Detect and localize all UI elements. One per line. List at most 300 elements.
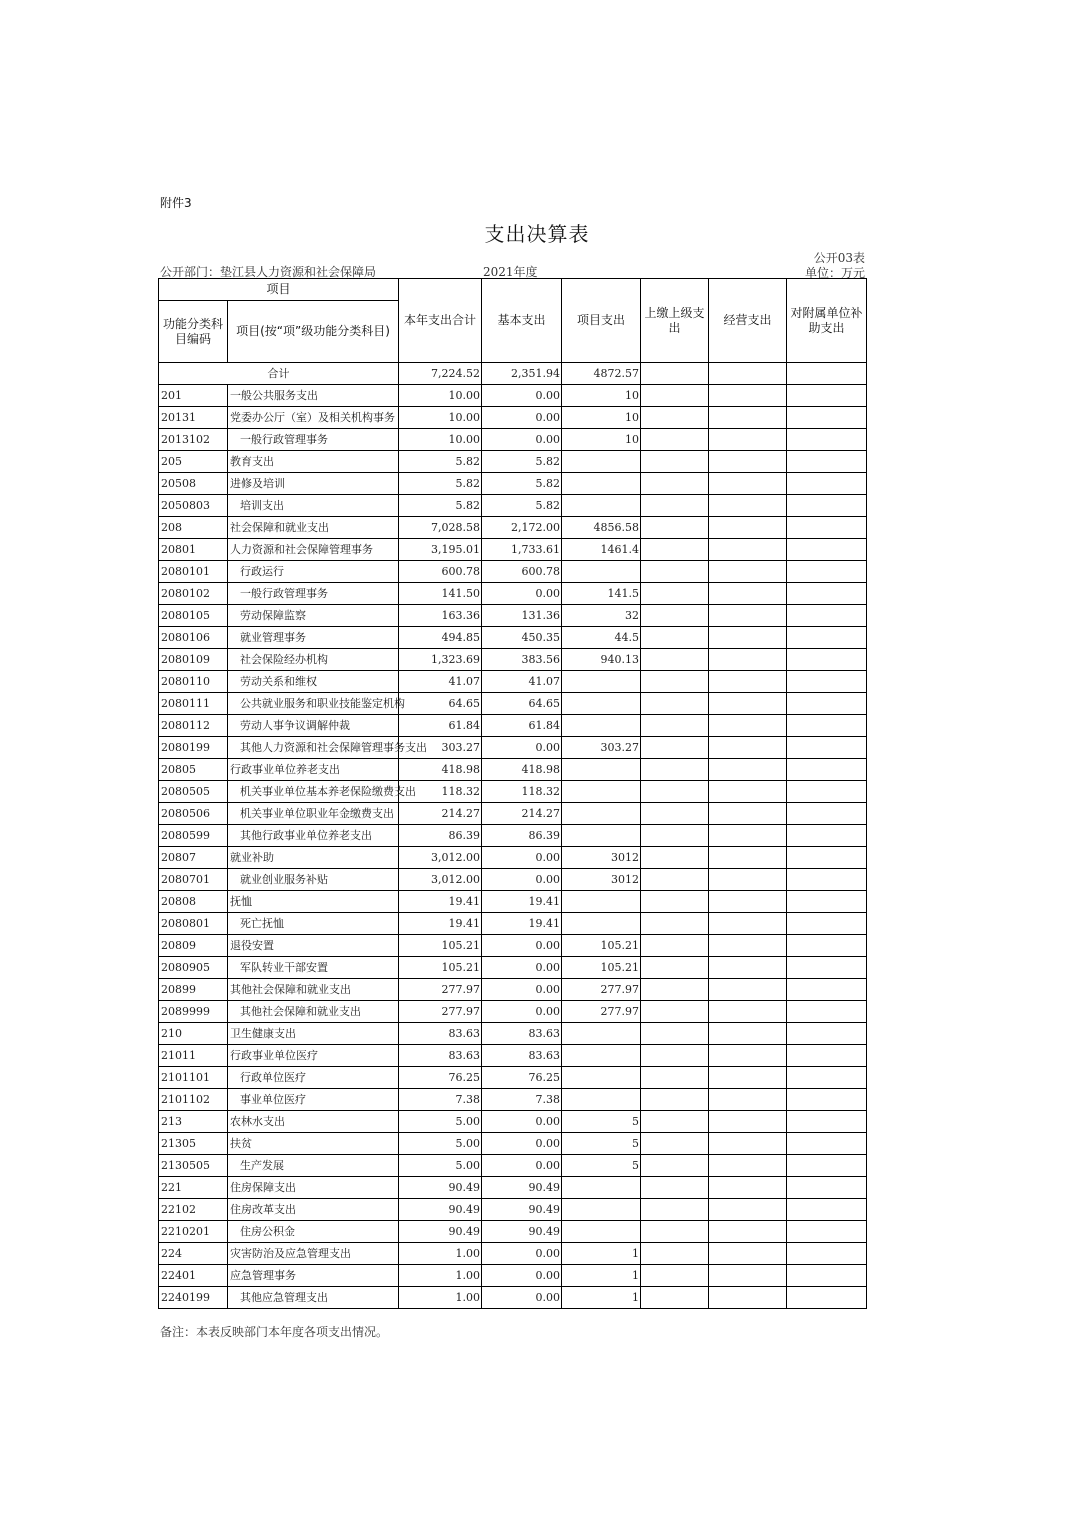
row-name: 其他社会保障和就业支出	[228, 1001, 399, 1023]
row-code: 20807	[159, 847, 228, 869]
table-row	[159, 539, 867, 561]
table-row	[159, 1045, 867, 1067]
table-row	[159, 583, 867, 605]
row-total: 418.98	[399, 759, 482, 781]
row-subsidy	[787, 539, 867, 561]
table-note: 备注：本表反映部门本年度各项支出情况。	[160, 1325, 389, 1339]
row-project	[562, 495, 641, 517]
row-upper	[641, 1001, 709, 1023]
row-name: 机关事业单位职业年金缴费支出	[228, 803, 399, 825]
row-name: 住房保障支出	[228, 1177, 399, 1199]
row-upper	[641, 1243, 709, 1265]
total-label: 合计	[159, 363, 399, 385]
total-project: 4872.57	[562, 363, 641, 385]
table-row	[159, 913, 867, 935]
table-row	[159, 1287, 867, 1309]
row-subsidy	[787, 1133, 867, 1155]
row-project: 1	[562, 1243, 641, 1265]
table-row	[159, 869, 867, 891]
row-code: 2130505	[159, 1155, 228, 1177]
row-total: 1.00	[399, 1243, 482, 1265]
row-basic: 131.36	[482, 605, 562, 627]
row-subsidy	[787, 1023, 867, 1045]
row-total: 7,028.58	[399, 517, 482, 539]
row-project	[562, 781, 641, 803]
row-business	[709, 825, 787, 847]
row-subsidy	[787, 693, 867, 715]
row-business	[709, 935, 787, 957]
row-business	[709, 715, 787, 737]
row-basic: 418.98	[482, 759, 562, 781]
row-upper	[641, 825, 709, 847]
row-upper	[641, 1133, 709, 1155]
row-total: 141.50	[399, 583, 482, 605]
row-subsidy	[787, 891, 867, 913]
row-upper	[641, 1265, 709, 1287]
row-basic: 0.00	[482, 1287, 562, 1309]
row-project: 1	[562, 1287, 641, 1309]
row-subsidy	[787, 495, 867, 517]
row-project: 141.5	[562, 583, 641, 605]
row-business	[709, 891, 787, 913]
row-basic: 118.32	[482, 781, 562, 803]
row-subsidy	[787, 627, 867, 649]
row-total: 10.00	[399, 407, 482, 429]
row-code: 2080905	[159, 957, 228, 979]
row-subsidy	[787, 1221, 867, 1243]
row-subsidy	[787, 1045, 867, 1067]
row-subsidy	[787, 429, 867, 451]
row-subsidy	[787, 935, 867, 957]
row-name: 行政事业单位医疗	[228, 1045, 399, 1067]
row-project: 44.5	[562, 627, 641, 649]
row-project	[562, 1023, 641, 1045]
row-basic: 0.00	[482, 407, 562, 429]
row-upper	[641, 1287, 709, 1309]
row-total: 90.49	[399, 1177, 482, 1199]
row-upper	[641, 891, 709, 913]
row-upper	[641, 1155, 709, 1177]
row-business	[709, 1243, 787, 1265]
row-code: 21305	[159, 1133, 228, 1155]
attachment-label: 附件3	[160, 196, 192, 210]
row-business	[709, 759, 787, 781]
row-upper	[641, 1067, 709, 1089]
table-row	[159, 495, 867, 517]
row-upper	[641, 407, 709, 429]
row-name: 应急管理事务	[228, 1265, 399, 1287]
row-business	[709, 979, 787, 1001]
row-total: 19.41	[399, 913, 482, 935]
row-basic: 600.78	[482, 561, 562, 583]
row-total: 5.82	[399, 495, 482, 517]
row-upper	[641, 1111, 709, 1133]
row-project: 32	[562, 605, 641, 627]
header-item: 项目	[159, 279, 399, 301]
row-code: 213	[159, 1111, 228, 1133]
row-project: 277.97	[562, 1001, 641, 1023]
row-project: 5	[562, 1111, 641, 1133]
row-project	[562, 693, 641, 715]
row-upper	[641, 913, 709, 935]
row-basic: 41.07	[482, 671, 562, 693]
table-row	[159, 979, 867, 1001]
row-basic: 0.00	[482, 957, 562, 979]
row-name: 其他人力资源和社会保障管理事务支出	[228, 737, 399, 759]
row-project	[562, 671, 641, 693]
table-row	[159, 1265, 867, 1287]
table-row	[159, 957, 867, 979]
row-name: 退役安置	[228, 935, 399, 957]
header-project: 项目支出	[562, 279, 641, 363]
row-code: 224	[159, 1243, 228, 1265]
row-code: 2080701	[159, 869, 228, 891]
row-code: 2101102	[159, 1089, 228, 1111]
row-upper	[641, 957, 709, 979]
row-subsidy	[787, 803, 867, 825]
table-row	[159, 825, 867, 847]
row-business	[709, 1265, 787, 1287]
row-project: 10	[562, 429, 641, 451]
row-business	[709, 913, 787, 935]
row-business	[709, 781, 787, 803]
row-project: 1461.4	[562, 539, 641, 561]
row-basic: 90.49	[482, 1177, 562, 1199]
row-basic: 0.00	[482, 737, 562, 759]
row-name: 就业创业服务补贴	[228, 869, 399, 891]
expenditure-table	[158, 278, 867, 1309]
row-project: 10	[562, 385, 641, 407]
row-upper	[641, 715, 709, 737]
row-code: 201	[159, 385, 228, 407]
table-row	[159, 649, 867, 671]
row-basic: 0.00	[482, 1111, 562, 1133]
row-business	[709, 1023, 787, 1045]
row-name: 进修及培训	[228, 473, 399, 495]
table-row	[159, 1001, 867, 1023]
row-code: 20131	[159, 407, 228, 429]
row-upper	[641, 1221, 709, 1243]
row-project	[562, 1221, 641, 1243]
row-upper	[641, 1199, 709, 1221]
row-total: 61.84	[399, 715, 482, 737]
row-subsidy	[787, 1243, 867, 1265]
row-upper	[641, 1177, 709, 1199]
table-row	[159, 605, 867, 627]
row-business	[709, 693, 787, 715]
row-business	[709, 1287, 787, 1309]
row-total: 5.00	[399, 1155, 482, 1177]
row-name: 社会保险经办机构	[228, 649, 399, 671]
row-subsidy	[787, 715, 867, 737]
row-subsidy	[787, 781, 867, 803]
row-project	[562, 825, 641, 847]
row-code: 2080506	[159, 803, 228, 825]
row-business	[709, 451, 787, 473]
row-project: 1	[562, 1265, 641, 1287]
row-name: 社会保障和就业支出	[228, 517, 399, 539]
row-name: 行政单位医疗	[228, 1067, 399, 1089]
row-total: 10.00	[399, 385, 482, 407]
row-total: 494.85	[399, 627, 482, 649]
row-code: 22102	[159, 1199, 228, 1221]
row-business	[709, 429, 787, 451]
row-basic: 5.82	[482, 473, 562, 495]
row-name: 生产发展	[228, 1155, 399, 1177]
row-business	[709, 407, 787, 429]
row-basic: 5.82	[482, 495, 562, 517]
row-subsidy	[787, 847, 867, 869]
row-subsidy	[787, 825, 867, 847]
table-row	[159, 1177, 867, 1199]
row-code: 2080101	[159, 561, 228, 583]
row-name: 教育支出	[228, 451, 399, 473]
header-basic: 基本支出	[482, 279, 562, 363]
row-business	[709, 539, 787, 561]
row-total: 19.41	[399, 891, 482, 913]
row-project: 3012	[562, 869, 641, 891]
row-business	[709, 803, 787, 825]
table-row	[159, 935, 867, 957]
row-total: 1.00	[399, 1265, 482, 1287]
row-code: 2080111	[159, 693, 228, 715]
table-row	[159, 1155, 867, 1177]
row-basic: 83.63	[482, 1023, 562, 1045]
table-row	[159, 1067, 867, 1089]
row-subsidy	[787, 737, 867, 759]
row-name: 农林水支出	[228, 1111, 399, 1133]
row-basic: 450.35	[482, 627, 562, 649]
row-total: 83.63	[399, 1023, 482, 1045]
row-project: 5	[562, 1155, 641, 1177]
table-row	[159, 671, 867, 693]
row-business	[709, 583, 787, 605]
row-project	[562, 1177, 641, 1199]
row-code: 208	[159, 517, 228, 539]
row-project	[562, 715, 641, 737]
row-name: 其他应急管理支出	[228, 1287, 399, 1309]
row-upper	[641, 979, 709, 1001]
row-code: 2080599	[159, 825, 228, 847]
row-name: 劳动人事争议调解仲裁	[228, 715, 399, 737]
row-total: 3,012.00	[399, 847, 482, 869]
table-row	[159, 429, 867, 451]
row-subsidy	[787, 385, 867, 407]
row-project	[562, 1089, 641, 1111]
row-subsidy	[787, 649, 867, 671]
row-upper	[641, 759, 709, 781]
total-basic: 2,351.94	[482, 363, 562, 385]
row-name: 一般行政管理事务	[228, 583, 399, 605]
row-subsidy	[787, 671, 867, 693]
row-total: 3,012.00	[399, 869, 482, 891]
row-code: 20805	[159, 759, 228, 781]
row-code: 21011	[159, 1045, 228, 1067]
row-business	[709, 671, 787, 693]
row-basic: 0.00	[482, 847, 562, 869]
row-business	[709, 1089, 787, 1111]
table-row	[159, 473, 867, 495]
row-name: 灾害防治及应急管理支出	[228, 1243, 399, 1265]
row-project	[562, 1199, 641, 1221]
row-project: 105.21	[562, 935, 641, 957]
table-row	[159, 737, 867, 759]
row-basic: 0.00	[482, 1001, 562, 1023]
row-total: 303.27	[399, 737, 482, 759]
row-basic: 83.63	[482, 1045, 562, 1067]
table-row	[159, 1199, 867, 1221]
table-row	[159, 1221, 867, 1243]
row-code: 2013102	[159, 429, 228, 451]
row-total: 277.97	[399, 979, 482, 1001]
header-code: 功能分类科目编码	[159, 301, 228, 363]
row-business	[709, 473, 787, 495]
row-business	[709, 385, 787, 407]
row-code: 2080106	[159, 627, 228, 649]
table-row	[159, 561, 867, 583]
total-upper	[641, 363, 709, 385]
row-business	[709, 1133, 787, 1155]
row-basic: 19.41	[482, 913, 562, 935]
row-subsidy	[787, 957, 867, 979]
row-name: 事业单位医疗	[228, 1089, 399, 1111]
row-upper	[641, 385, 709, 407]
row-upper	[641, 847, 709, 869]
row-code: 20801	[159, 539, 228, 561]
row-total: 277.97	[399, 1001, 482, 1023]
row-basic: 90.49	[482, 1199, 562, 1221]
row-subsidy	[787, 583, 867, 605]
row-upper	[641, 1023, 709, 1045]
row-basic: 214.27	[482, 803, 562, 825]
row-upper	[641, 869, 709, 891]
table-row	[159, 1243, 867, 1265]
row-upper	[641, 495, 709, 517]
row-upper	[641, 1045, 709, 1067]
row-project	[562, 759, 641, 781]
row-basic: 0.00	[482, 429, 562, 451]
row-business	[709, 1045, 787, 1067]
row-name: 住房改革支出	[228, 1199, 399, 1221]
row-code: 2101101	[159, 1067, 228, 1089]
row-name: 住房公积金	[228, 1221, 399, 1243]
row-total: 105.21	[399, 957, 482, 979]
row-basic: 19.41	[482, 891, 562, 913]
row-code: 2080110	[159, 671, 228, 693]
table-row	[159, 781, 867, 803]
row-upper	[641, 429, 709, 451]
row-upper	[641, 583, 709, 605]
row-project: 10	[562, 407, 641, 429]
row-business	[709, 847, 787, 869]
row-basic: 0.00	[482, 1155, 562, 1177]
department-label: 公开部门：垫江县人力资源和社会保障局	[160, 265, 377, 279]
row-total: 64.65	[399, 693, 482, 715]
row-business	[709, 649, 787, 671]
row-name: 就业补助	[228, 847, 399, 869]
row-total: 3,195.01	[399, 539, 482, 561]
row-code: 20508	[159, 473, 228, 495]
row-subsidy	[787, 913, 867, 935]
row-subsidy	[787, 1089, 867, 1111]
row-subsidy	[787, 869, 867, 891]
table-row	[159, 715, 867, 737]
table-row	[159, 891, 867, 913]
row-business	[709, 869, 787, 891]
row-business	[709, 627, 787, 649]
total-amount: 7,224.52	[399, 363, 482, 385]
row-subsidy	[787, 517, 867, 539]
row-upper	[641, 737, 709, 759]
table-row	[159, 847, 867, 869]
row-upper	[641, 561, 709, 583]
row-code: 2080105	[159, 605, 228, 627]
total-subsidy	[787, 363, 867, 385]
row-basic: 0.00	[482, 1265, 562, 1287]
unit-label: 单位：万元	[804, 266, 865, 280]
row-basic: 61.84	[482, 715, 562, 737]
row-name: 抚恤	[228, 891, 399, 913]
row-project	[562, 891, 641, 913]
row-upper	[641, 803, 709, 825]
row-code: 2210201	[159, 1221, 228, 1243]
row-total: 90.49	[399, 1199, 482, 1221]
row-total: 90.49	[399, 1221, 482, 1243]
row-code: 205	[159, 451, 228, 473]
row-upper	[641, 605, 709, 627]
row-project	[562, 473, 641, 495]
row-code: 221	[159, 1177, 228, 1199]
row-business	[709, 1001, 787, 1023]
row-business	[709, 1221, 787, 1243]
header-business: 经营支出	[709, 279, 787, 363]
row-business	[709, 605, 787, 627]
row-basic: 0.00	[482, 385, 562, 407]
row-subsidy	[787, 1155, 867, 1177]
row-basic: 86.39	[482, 825, 562, 847]
row-code: 22401	[159, 1265, 228, 1287]
row-business	[709, 517, 787, 539]
row-upper	[641, 935, 709, 957]
row-name: 劳动保障监察	[228, 605, 399, 627]
row-upper	[641, 539, 709, 561]
row-total: 163.36	[399, 605, 482, 627]
row-subsidy	[787, 1111, 867, 1133]
table-row	[159, 385, 867, 407]
row-subsidy	[787, 1177, 867, 1199]
row-code: 20899	[159, 979, 228, 1001]
row-basic: 383.56	[482, 649, 562, 671]
row-business	[709, 957, 787, 979]
table-row	[159, 407, 867, 429]
row-basic: 7.38	[482, 1089, 562, 1111]
row-upper	[641, 627, 709, 649]
row-code: 2080109	[159, 649, 228, 671]
total-business	[709, 363, 787, 385]
row-project	[562, 451, 641, 473]
row-total: 5.00	[399, 1133, 482, 1155]
row-upper	[641, 649, 709, 671]
row-name: 一般公共服务支出	[228, 385, 399, 407]
row-name: 一般行政管理事务	[228, 429, 399, 451]
row-project: 303.27	[562, 737, 641, 759]
row-project: 4856.58	[562, 517, 641, 539]
header-subsidy: 对附属单位补助支出	[787, 279, 867, 363]
row-project	[562, 1067, 641, 1089]
row-code: 2050803	[159, 495, 228, 517]
row-code: 2080199	[159, 737, 228, 759]
row-business	[709, 1199, 787, 1221]
